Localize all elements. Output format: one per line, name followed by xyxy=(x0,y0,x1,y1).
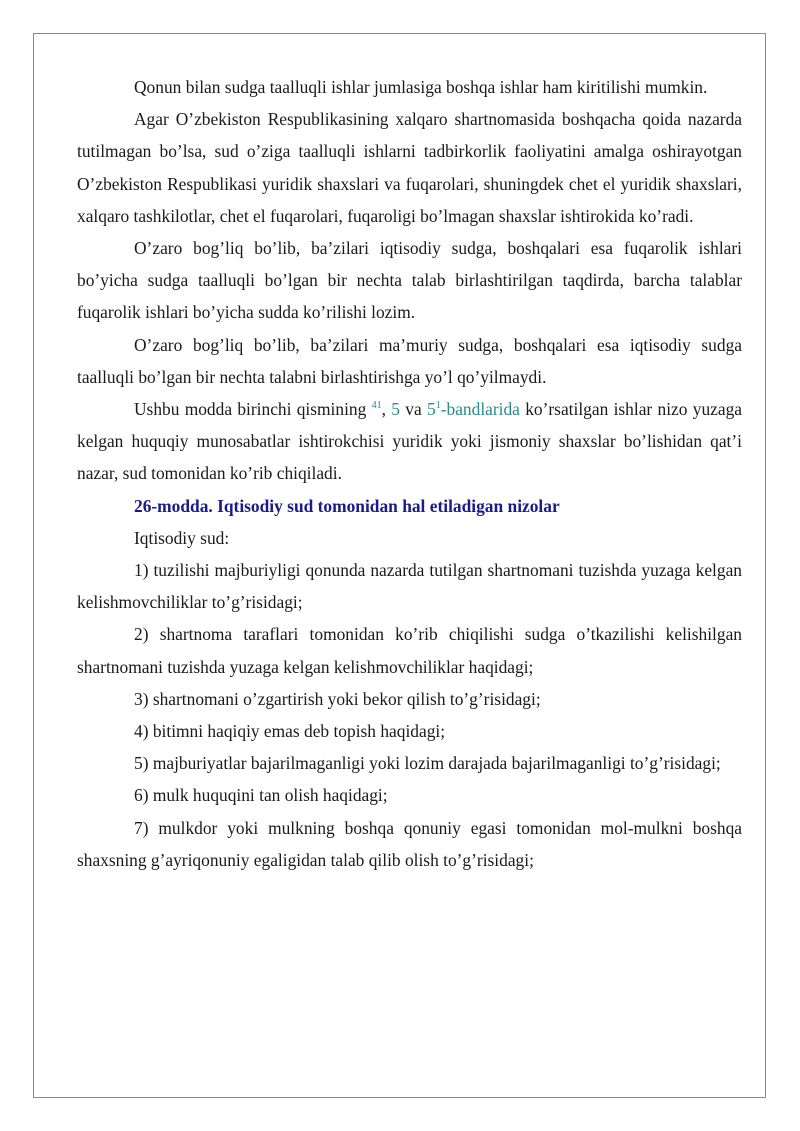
separator: va xyxy=(399,399,428,420)
separator: , xyxy=(381,399,392,420)
list-item: 1) tuzilishi majburiyligi qonunda nazarda tutilgan shartnomani tuzishda yuzaga kelgan kelishmovchiliklar to’g’risidagi; xyxy=(77,560,742,613)
reference-base: 5 xyxy=(427,399,436,420)
paragraph-5 xyxy=(77,393,742,490)
reference-superscript: 1 xyxy=(435,400,441,412)
list-item: 7) mulkdor yoki mulkning boshqa qonuniy egasi tomonidan mol-mulkni boshqa shaxsning g’ayriqonuniy egaligidan talab qilib olish to’g’risidagi; xyxy=(77,817,742,870)
article-heading: 26-modda. Iqtisodiy sud tomonidan hal etiladigan nizolar xyxy=(134,495,560,516)
reference-link-5[interactable]: 5 xyxy=(391,399,400,420)
paragraph-1: Qonun bilan sudga taalluqli ishlar jumlasiga boshqa ishlar ham kiritilishi mumkin. xyxy=(134,77,708,97)
paragraph-2: Agar O’zbekiston Respublikasining xalqaro shartnomasida boshqacha qoida nazarda tutilmagan bo’lsa, sud o’ziga taalluqli ishlarni tadbirkorlik faoliyatini amalga oshirayotgan O’zbekiston Respublikasi yuridik shaxslari va fuqarolari, shuningdek chet el yuridik shaxslari, xalqaro tashkilotlar, chet el fuqarolari, fuqaroligi bo’lmagan shaxslar ishtirokida ko’radi. xyxy=(77,109,742,226)
list-item: 2) shartnoma taraflari tomonidan ko’rib chiqilishi sudga o’tkazilishi kelishilgan shartnomani tuzishda yuzaga kelgan kelishmovchiliklar haqidagi; xyxy=(77,624,742,677)
reference-suffix: -bandlarida xyxy=(440,399,520,420)
paragraph-3: O’zaro bog’liq bo’lib, ba’zilari iqtisodiy sudga, boshqalari esa fuqarolik ishlari bo’yicha sudga taalluqli bo’lgan bir nechta talab birlashtirilgan taqdirda, barcha talablar fuqarolik ishlari bo’yicha sudda ko’rilishi lozim. xyxy=(77,238,742,323)
reference-link-41[interactable]: 41 xyxy=(371,400,382,412)
list-item: 5) majburiyatlar bajarilmaganligi yoki lozim darajada bajarilmaganligi to’g’risidagi; xyxy=(134,753,721,774)
paragraph-4: O’zaro bog’liq bo’lib, ba’zilari ma’muriy sudga, boshqalari esa iqtisodiy sudga taalluqli bo’lgan bir nechta talabni birlashtirishga yo’l qo’yilmaydi. xyxy=(77,334,742,387)
reference-link-5-1[interactable] xyxy=(427,399,520,419)
article-intro: Iqtisodiy sud: xyxy=(134,527,230,548)
list-item: 3) shartnomani o’zgartirish yoki bekor qilish to’g’risidagi; xyxy=(134,688,541,709)
document-body xyxy=(77,71,742,876)
list-item: 6) mulk huquqini tan olish haqidagi; xyxy=(134,785,388,806)
paragraph-5-tail: ko’rsatilgan ishlar nizo yuzaga kelgan huquqiy munosabatlar ishtirokchisi yuridik yoki jismoniy shaxslar bo’lishidan qat’i nazar, sud tomonidan ko’rib chiqiladi. xyxy=(77,399,742,484)
list-item: 4) bitimni haqiqiy emas deb topish haqidagi; xyxy=(134,721,446,742)
paragraph-5-lead: Ushbu modda birinchi qismining xyxy=(134,399,372,420)
